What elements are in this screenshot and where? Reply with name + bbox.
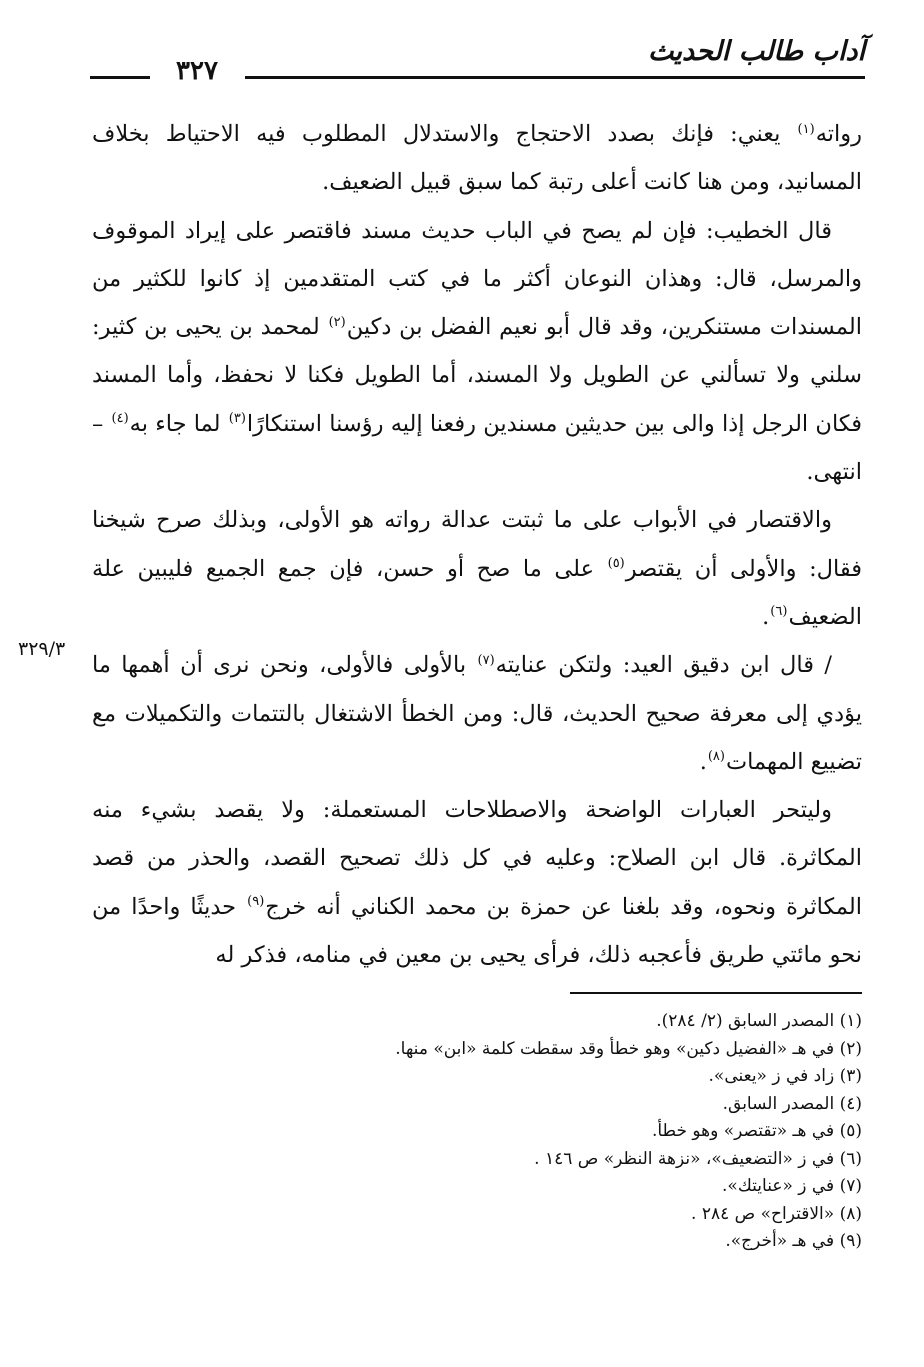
text-run: والاقتصار في الأبواب على ما ثبتت عدالة رواته هو الأولى، وبذلك صرح شيخنا فقال: والأولى أن يقتصر — [92, 507, 862, 582]
page-number: ٣٢٧ — [176, 56, 218, 86]
footnote: (٤) المصدر السابق. — [722, 1093, 862, 1114]
footnote: (٦) في ز «التضعيف»، «نزهة النظر» ص ١٤٦ . — [534, 1148, 862, 1169]
footnote-marker: (٤) — [111, 411, 129, 427]
footnote: (٨) «الاقتراح» ص ٢٨٤ . — [691, 1203, 862, 1224]
text-run: قال الخطيب: فإن لم يصح في الباب حديث مسند فاقتصر على إيراد الموقوف والمرسل، قال: وهذان النوعان أكثر ما في كتب المتقدمين إذ كانوا للكثير من المسندات مستنكرين، وقد قال أبو نعيم الفضل بن دكين — [92, 217, 862, 341]
text-run: – انتهى. — [92, 410, 862, 486]
footnote-marker: (٥) — [607, 556, 625, 572]
text-run: لما جاء به — [129, 410, 228, 437]
text-run: وليتحر العبارات الواضحة والاصطلاحات المستعملة: ولا يقصد بشيء منه المكاثرة. قال ابن الصلاح: وعليه في كل ذلك تصحيح القصد، والحذر من قصد المكاثرة ونحوه، وقد بلغنا عن حمزة بن محمد الكناني أنه خرج — [92, 797, 862, 920]
footnote-marker: (١) — [797, 121, 815, 137]
text-run: / قال ابن دقيق العيد: ولتكن عنايته — [495, 652, 832, 679]
text-run: . — [699, 748, 707, 775]
footnote-marker: (٢) — [328, 314, 346, 330]
text-run: على ما صح أو حسن، فإن جمع الجميع فليبين علة الضعيف — [92, 555, 862, 630]
footnote-divider — [570, 992, 862, 994]
footnote-marker: (٧) — [477, 652, 495, 668]
header-rule-left — [90, 76, 150, 79]
paragraph — [92, 207, 862, 497]
footnote: (٥) في هـ «تقتصر» وهو خطأ. — [651, 1121, 862, 1141]
page-header — [90, 36, 865, 86]
running-title: آداب طالب الحديث — [647, 36, 865, 67]
footnotes — [92, 1008, 862, 1256]
footnote: (٧) في ز «عنايتك». — [722, 1176, 862, 1196]
footnote: (١) المصدر السابق (٢/ ٢٨٤). — [656, 1011, 862, 1031]
footnote: (٣) زاد في ز «يعنى». — [708, 1066, 862, 1086]
footnote-marker: (٦) — [770, 604, 788, 620]
text-run: بالأولى فالأولى، ونحن نرى أن أهمها ما يؤدي إلى معرفة صحيح الحديث، قال: ومن الخطأ الاشتغال بالتتمات والتكميلات مع تضييع المهمات — [92, 652, 862, 775]
footnote-marker: (٩) — [247, 894, 265, 910]
text-run: حديثًا واحدًا من نحو مائتي طريق فأعجبه ذلك، فرأى يحيى بن معين في منامه، فذكر له — [92, 893, 862, 969]
header-rule-right — [245, 76, 865, 79]
footnote: (٢) في هـ «الفضيل دكين» وهو خطأ وقد سقطت كلمة «ابن» منها. — [395, 1038, 862, 1059]
paragraph — [92, 496, 862, 641]
footnote-marker: (٨) — [707, 749, 725, 765]
main-text — [92, 110, 862, 979]
text-run: رواته — [815, 121, 862, 147]
paragraph — [92, 786, 862, 979]
text-run: . — [762, 603, 770, 630]
text-run: يعني: فإنك بصدد الاحتجاج والاستدلال المطلوب فيه الاحتياط بخلاف المسانيد، ومن هنا كانت أعلى رتبة كما سبق قبيل الضعيف. — [92, 121, 862, 196]
footnote-marker: (٣) — [228, 411, 246, 427]
paragraph — [92, 110, 862, 207]
margin-reference: ٣٢٩/٣ — [18, 638, 66, 660]
text-run: لمحمد بن يحيى بن كثير: سلني ولا تسألني عن الطويل ولا المسند، أما الطويل فكنا لا نحفظ، وأما المسند فكان الرجل إذا والى بين حديثين مسندين رفعنا إليه رؤسنا استنكارًا — [92, 314, 862, 437]
footnote: (٩) في هـ «أخرج». — [725, 1231, 862, 1251]
paragraph — [92, 641, 862, 786]
